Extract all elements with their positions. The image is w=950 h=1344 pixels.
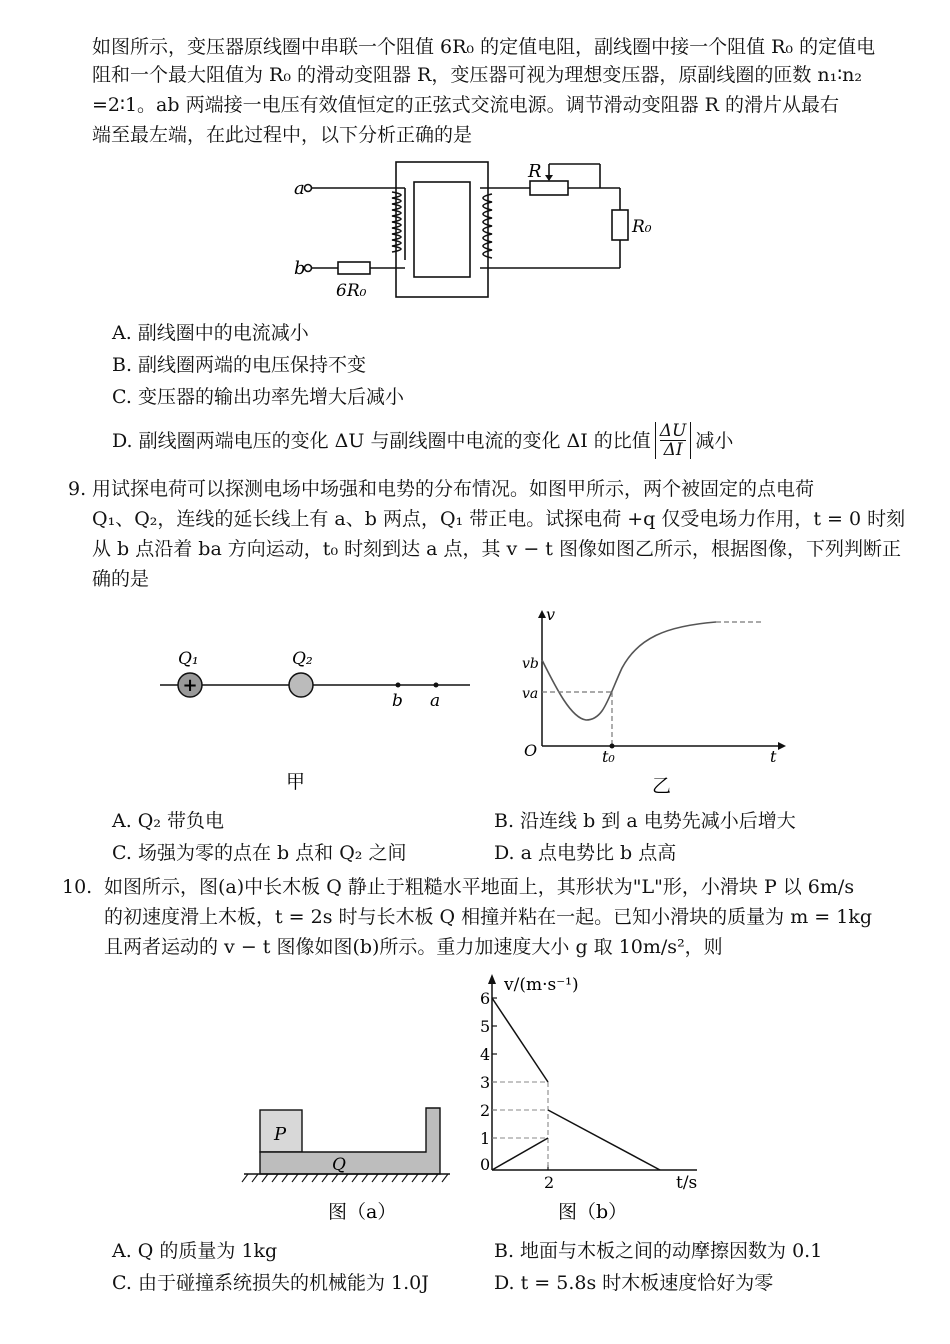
figure-yi-vt-graph [516,605,786,798]
y-tick-0: 0 [480,1155,491,1174]
label-va: va [522,686,539,702]
q8-line1: 阻和一个最大阻值为 R₀ 的滑动变阻器 R，变压器可视为理想变压器，原副线圈的匝数 n₁∶n₂ [92,64,863,86]
q8-option-d [112,422,733,459]
y-tick-4: 4 [480,1045,491,1064]
y-tick-2: 2 [480,1101,491,1120]
caption-jia: 甲 [286,771,306,793]
label-R0: R₀ [632,217,652,237]
caption-a: 图（a） [328,1201,397,1223]
axis-t: t [770,747,777,766]
label-a-point: a [430,691,441,711]
fraction-denominator: ΔI [663,440,683,460]
label-Q1: Q₁ [178,649,199,669]
q9-option-c: C. 场强为零的点在 b 点和 Q₂ 之间 [112,842,407,864]
q10-option-c: C. 由于碰撞系统损失的机械能为 1.0J [112,1272,429,1294]
x-tick-2: 2 [544,1173,555,1192]
q9-line2: Q₁、Q₂，连线的延长线上有 a、b 两点，Q₁ 带正电。试探电荷 +q 仅受电场力作用，t = 0 时刻 [92,508,906,530]
fraction-numerator: ΔU [659,421,687,441]
plus-sign: + [182,675,198,696]
q9-option-a: A. Q₂ 带负电 [112,810,225,832]
series-P [492,998,548,1082]
y-tick-3: 3 [480,1073,491,1092]
label-Q2: Q₂ [292,649,313,669]
label-b: b [294,258,306,279]
q10-line1: 如图所示，图(a)中长木板 Q 静止于粗糙水平地面上，其形状为"L"形，小滑块 P 以 6m/s [104,876,855,898]
q8-line3: 端至最左端，在此过程中，以下分析正确的是 [92,124,473,146]
y-tick-6: 6 [480,989,491,1008]
q2-charge [289,673,313,697]
q8-option-d-text: D. 副线圈两端电压的变化 ΔU 与副线圈中电流的变化 ΔI 的比值 [112,429,651,452]
q9-number: 9. [68,478,87,500]
q10-option-b: B. 地面与木板之间的动摩擦因数为 0.1 [494,1240,823,1262]
figure-b-vt-graph [462,968,722,1228]
y-tick-5: 5 [480,1017,491,1036]
caption-b: 图（b） [558,1201,628,1223]
q10-option-a: A. Q 的质量为 1kg [112,1240,278,1262]
series-Q [492,1138,548,1170]
q9-line1: 用试探电荷可以探测电场中场强和电势的分布情况。如图甲所示，两个被固定的点电荷 [92,478,815,500]
q9-line3: 从 b 点沿着 ba 方向运动，t₀ 时刻到达 a 点，其 v − t 图像如图乙所示，根据图像，下列判断正 [92,538,901,560]
figure-jia [160,640,480,800]
transformer-circuit [290,150,652,310]
q10-line3: 且两者运动的 v − t 图像如图(b)所示。重力加速度大小 g 取 10m/s²，则 [104,936,723,958]
q9-option-b: B. 沿连线 b 到 a 电势先减小后增大 [494,810,796,832]
q8-option-d-suffix: 减小 [695,429,734,452]
label-6R0: 6R₀ [336,281,367,301]
q9-line4: 确的是 [92,568,150,590]
q10-line2: 的初速度滑上木板，t = 2s 时与长木板 Q 相撞并粘在一起。已知小滑块的质量为 m = 1kg [104,906,872,928]
q8-line0: 如图所示，变压器原线圈中串联一个阻值 6R₀ 的定值电阻，副线圈中接一个阻值 R₀ 的定值电 [92,36,876,58]
series-combined [548,1110,660,1170]
label-a: a [294,178,305,199]
vt-curve [542,622,716,720]
q8-option-b: B. 副线圈两端的电压保持不变 [112,354,367,376]
label-Q: Q [332,1155,346,1175]
y-axis-label: v/(m·s⁻¹) [504,975,579,995]
origin-O: O [524,741,538,760]
x-axis-label: t/s [676,1173,698,1193]
y-tick-1: 1 [480,1129,491,1148]
label-P: P [274,1124,287,1145]
axis-v: v [546,605,556,624]
q10-number: 10. [62,876,93,898]
q8-option-c: C. 变压器的输出功率先增大后减小 [112,386,404,408]
q8-line2: =2∶1。ab 两端接一电压有效值恒定的正弦式交流电源。调节滑动变阻器 R 的滑片从最右 [92,94,839,116]
q10-option-d: D. t = 5.8s 时木板速度恰好为零 [494,1272,774,1294]
label-t0: t₀ [602,747,615,766]
figure-a-board [240,1100,460,1230]
label-b-point: b [392,691,403,711]
q9-option-d: D. a 点电势比 b 点高 [494,842,677,864]
label-vb: vb [522,656,539,672]
q8-option-a: A. 副线圈中的电流减小 [112,322,309,344]
caption-yi: 乙 [652,775,672,797]
label-R: R [528,161,542,182]
q8-option-d-fraction [655,422,692,459]
